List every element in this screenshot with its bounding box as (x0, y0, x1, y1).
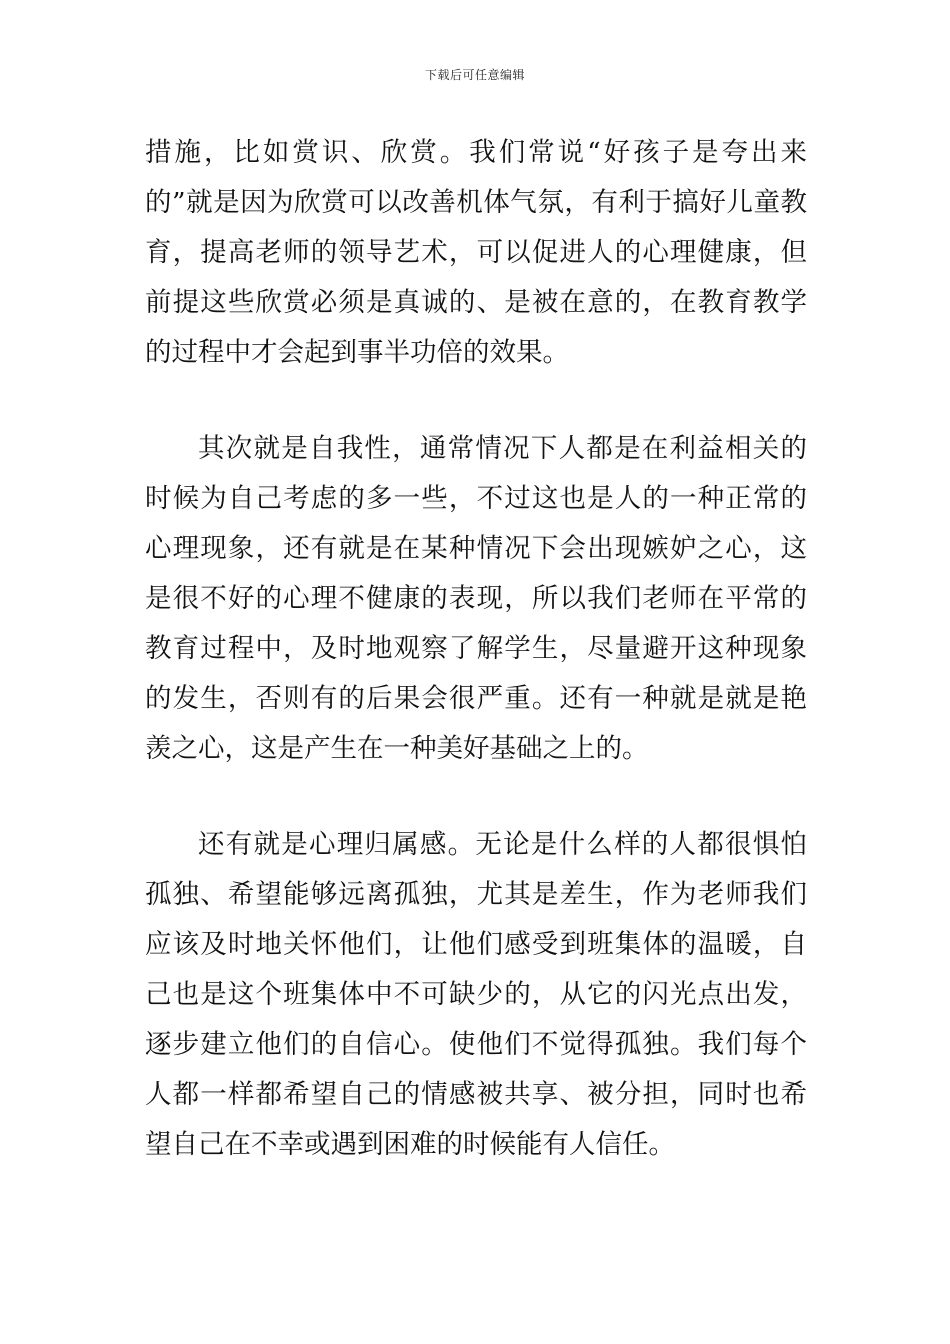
paragraph-1: 措施，比如赏识、欣赏。我们常说“好孩子是夸出来的”就是因为欣赏可以改善机体气氛，有利于搞好儿童教育，提高老师的领导艺术，可以促进人的心理健康，但前提这些欣赏必须是真诚的、是被在意的，在教育教学的过程中才会起到事半功倍的效果。 (145, 137, 807, 368)
paragraph-2: 其次就是自我性，通常情况下人都是在利益相关的时候为自己考虑的多一些，不过这也是人的一种正常的心理现象，还有就是在某种情况下会出现嫉妒之心，这是很不好的心理不健康的表现，所以我们老师在平常的教育过程中，及时地观察了解学生，尽量避开这种现象的发生，否则有的后果会很严重。还有一种就是就是艳羡之心，这是产生在一种美好基础之上的。 (145, 433, 807, 764)
paragraph-3: 还有就是心理归属感。无论是什么样的人都很惧怕孤独、希望能够远离孤独，尤其是差生，作为老师我们应该及时地关怀他们，让他们感受到班集体的温暖，自己也是这个班集体中不可缺少的，从它的闪光点出发，逐步建立他们的自信心。使他们不觉得孤独。我们每个人都一样都希望自己的情感被共享、被分担，同时也希望自己在不幸或遇到困难的时候能有人信任。 (145, 829, 807, 1160)
header-note: 下载后可任意编辑 (424, 68, 525, 82)
